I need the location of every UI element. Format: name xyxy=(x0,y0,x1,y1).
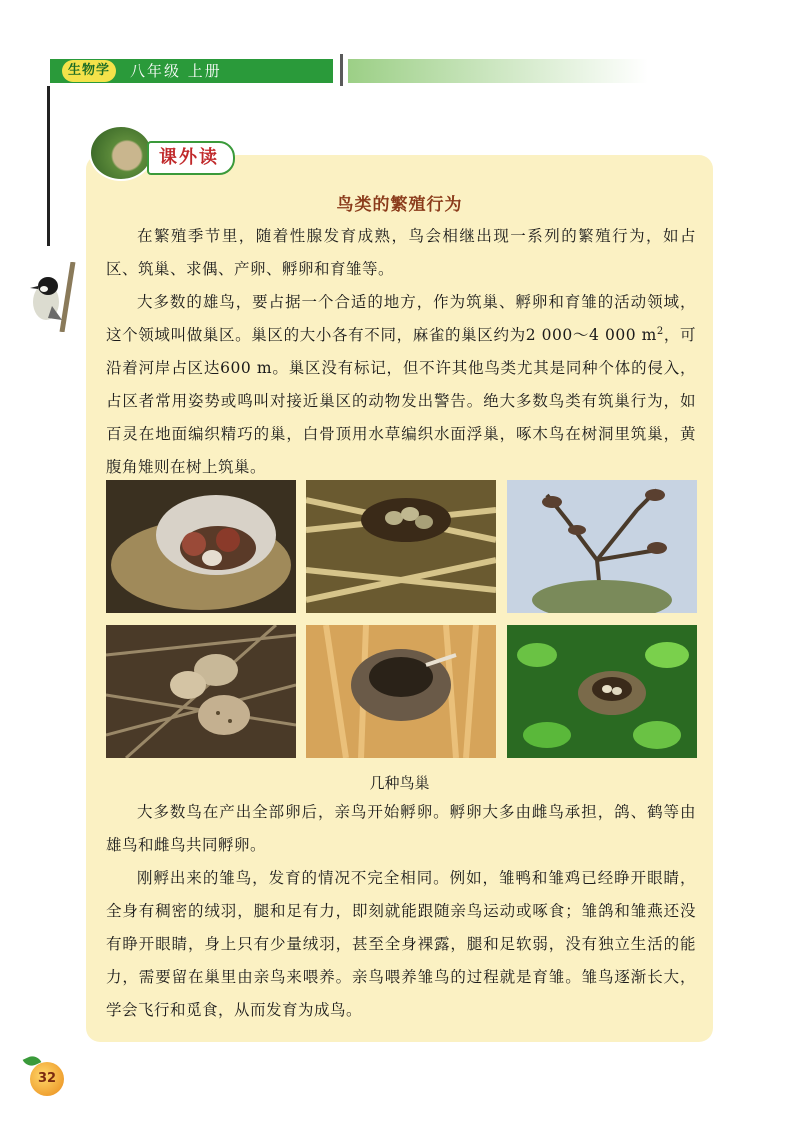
nest-photo-woven-nest xyxy=(306,625,496,758)
area-unit-superscript: 2 xyxy=(656,325,664,337)
paragraph-incubation: 大多数鸟在产出全部卵后，亲鸟开始孵卵。孵卵大多由雌鸟承担，鸽、鹤等由雄鸟和雌鸟共同孵卵。 xyxy=(106,803,696,854)
nest-photo-leafy-nest xyxy=(507,625,697,758)
nest-photo-tree-nests xyxy=(507,480,697,613)
nest-photo-chicks xyxy=(106,480,296,613)
nest-photo-floating-eggs xyxy=(306,480,496,613)
paragraph-territory-text-b: ，可沿着河岸占区达600 m。巢区没有标记，但不许其他鸟类尤其是同种个体的侵入，占区者常用姿势或鸣叫对接近巢区的动物发出警告。绝大多数鸟类有筑巢行为，如百灵在地面编织精巧的巢，白骨顶用水草编织水面浮巢，啄木鸟在树洞里筑巢，黄腹角雉则在树上筑巢。 xyxy=(106,326,696,476)
header-divider xyxy=(340,54,343,86)
figure-caption: 几种鸟巢 xyxy=(369,774,430,792)
nest-photo-ground-eggs xyxy=(106,625,296,758)
paragraph-chick-rearing: 刚孵出来的雏鸟，发育的情况不完全相同。例如，雏鸭和雏鸡已经睁开眼睛，全身有稠密的绒羽，腿和足有力，即刻就能跟随亲鸟运动或啄食；雏鸽和雏燕还没有睁开眼睛，身上只有少量绒羽，甚至全身裸露，腿和足软弱，没有独立生活的能力，需要留在巢里由亲鸟来喂养。亲鸟喂养雏鸟的过程就是育雏。雏鸟逐渐长大，学会飞行和觅食，从而发育为成鸟。 xyxy=(106,869,696,1019)
bird-nest-photo-grid xyxy=(106,480,697,758)
header-gradient-band xyxy=(348,59,648,83)
paragraph-breeding-behaviors: 在繁殖季节里，随着性腺发育成熟，鸟会相继出现一系列的繁殖行为，如占区、筑巢、求偶、产卵、孵卵和育雏等。 xyxy=(106,227,696,278)
margin-rule xyxy=(47,86,50,246)
book-logo: 生物学 xyxy=(62,60,116,82)
paragraph-territory-text-a: 大多数的雄鸟，要占据一个合适的地方，作为筑巢、孵卵和育雏的活动领域，这个领域叫做巢区。巢区的大小各有不同，麻雀的巢区约为2 000～4 000 m xyxy=(106,293,696,344)
section-badge: 课外读 xyxy=(147,141,235,175)
grade-volume-label: 八年级 上册 xyxy=(130,62,222,80)
bird-illustration xyxy=(18,262,88,332)
page-number: 32 xyxy=(30,1062,64,1096)
article-title: 鸟类的繁殖行为 xyxy=(336,195,463,215)
paragraph-territory-nesting xyxy=(106,286,696,484)
badge-photo-icon xyxy=(89,125,153,181)
